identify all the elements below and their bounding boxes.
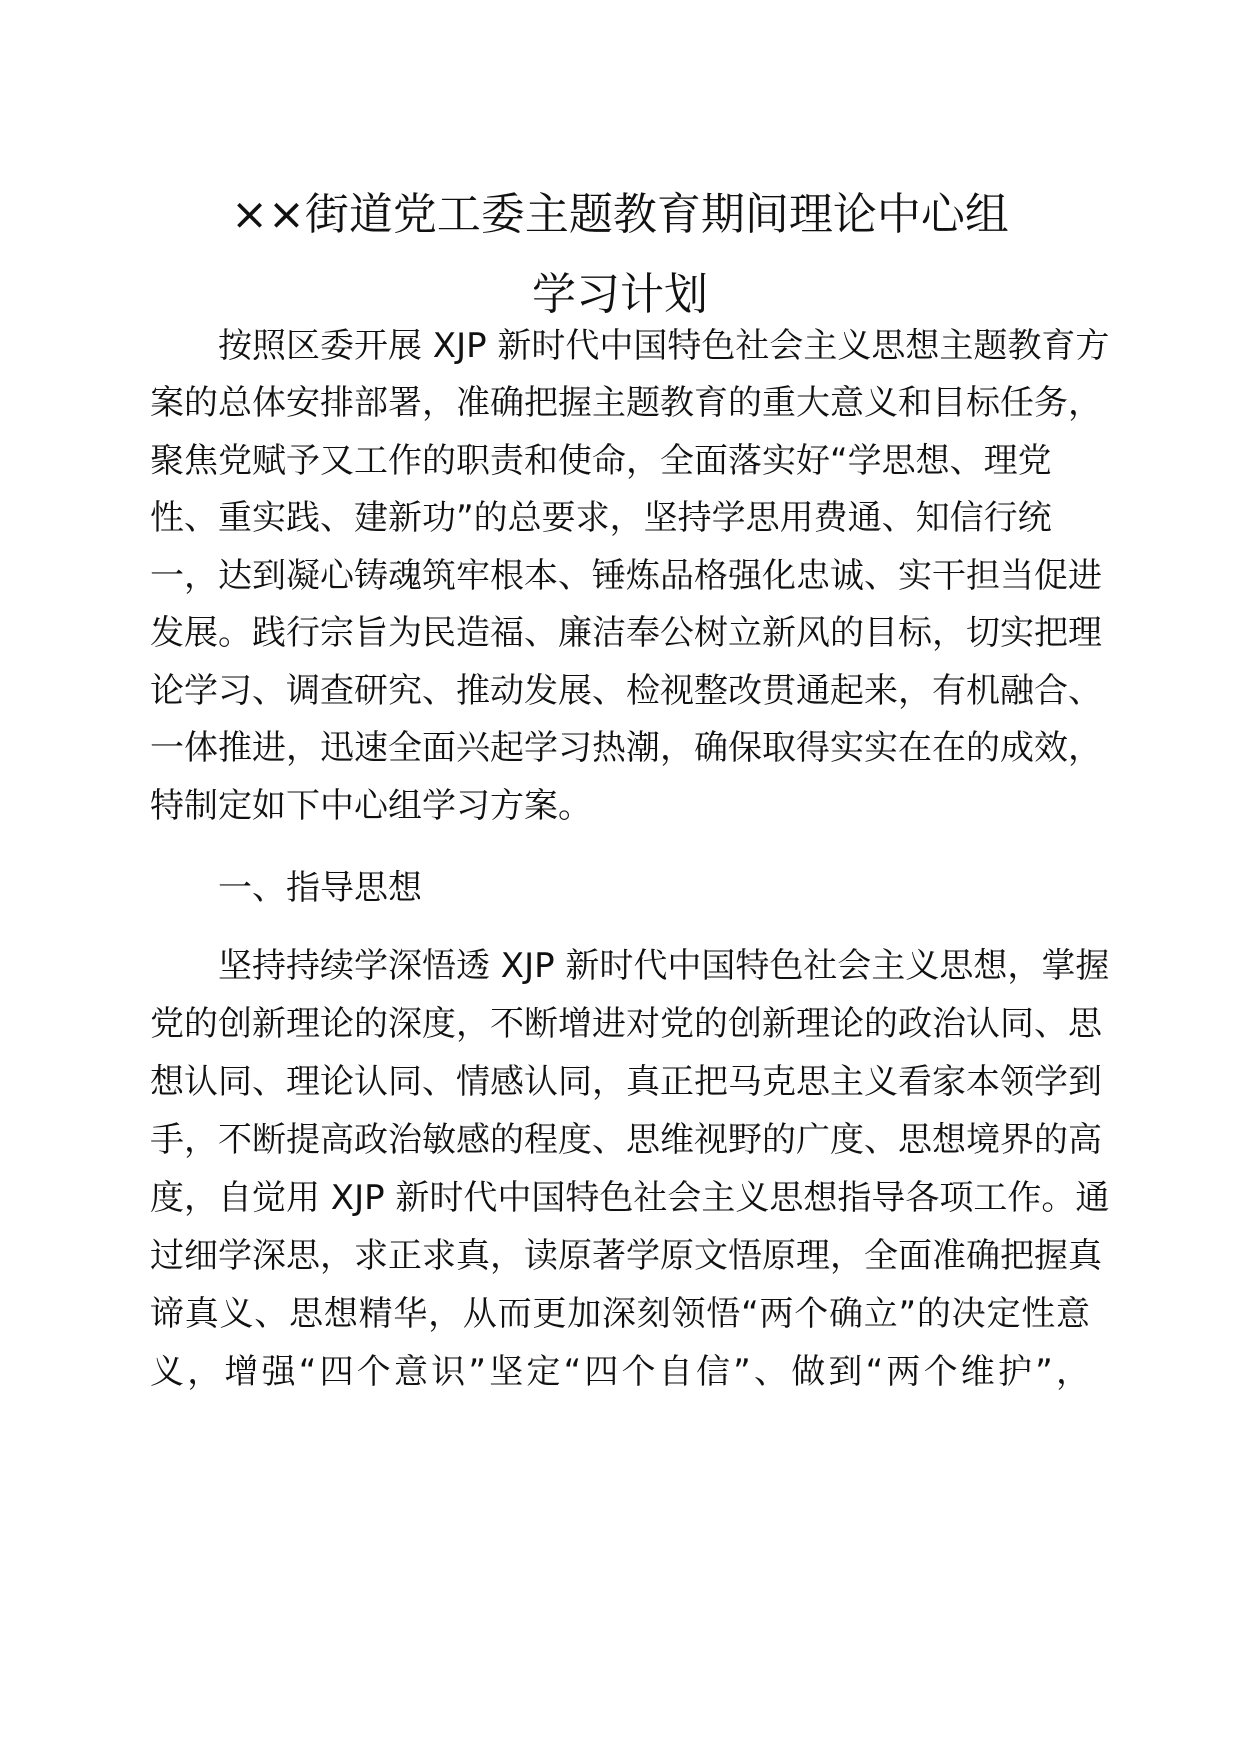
paragraph2-line: 坚持持续学深悟透 XJP 新时代中国特色社会主义思想，掌握 [218,946,1110,986]
paragraph2-line: 度，自觉用 XJP 新时代中国特色社会主义思想指导各项工作。通 [150,1178,1110,1218]
paragraph2-line: 谛真义、思想精华，从而更加深刻领悟“两个确立”的决定性意 [150,1294,1090,1334]
paragraph2-line: 义，增强“四个意识”坚定“四个自信”、做到“两个维护”， [150,1352,1090,1392]
paragraph1-line: 发展。践行宗旨为民造福、廉洁奉公树立新风的目标，切实把理 [150,613,1102,653]
document-title-line1: ××街道党工委主题教育期间理论中心组 [231,189,1009,240]
paragraph1-line: 聚焦党赋予又工作的职责和使命，全面落实好“学思想、理党 [150,441,1052,481]
paragraph2-line: 党的创新理论的深度，不断增进对党的创新理论的政治认同、思 [150,1004,1102,1044]
paragraph2-line: 手，不断提高政治敏感的程度、思维视野的广度、思想境界的高 [150,1120,1102,1160]
paragraph1-line: 性、重实践、建新功”的总要求，坚持学思用费通、知信行统 [150,498,1052,538]
section-heading: 一、指导思想 [218,868,422,908]
paragraph1-line: 特制定如下中心组学习方案。 [150,786,592,826]
document-title-line2: 学习计划 [532,269,708,320]
paragraph1-line: 一，达到凝心铸魂筑牢根本、锤炼品格强化忠诚、实干担当促进 [150,556,1102,596]
paragraph1-line: 案的总体安排部署，准确把握主题教育的重大意义和目标任务， [150,383,1102,423]
paragraph2-line: 想认同、理论认同、情感认同，真正把马克思主义看家本领学到 [150,1062,1102,1102]
paragraph1-line: 一体推进，迅速全面兴起学习热潮，确保取得实实在在的成效， [150,728,1102,768]
paragraph1-line: 论学习、调查研究、推动发展、检视整改贯通起来，有机融合、 [150,671,1102,711]
paragraph1-line: 按照区委开展 XJP 新时代中国特色社会主义思想主题教育方 [218,326,1110,366]
paragraph2-line: 过细学深思，求正求真，读原著学原文悟原理，全面准确把握真 [150,1236,1102,1276]
